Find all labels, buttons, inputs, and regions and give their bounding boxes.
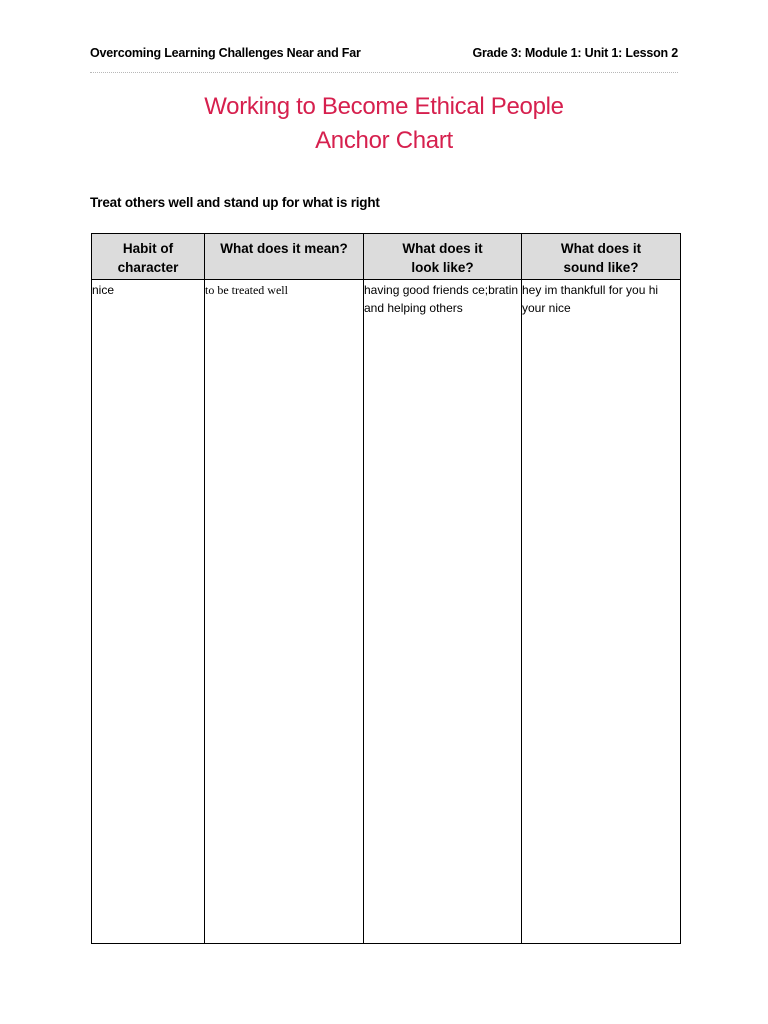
- column-header-meaning: [205, 234, 364, 280]
- cell-looks-like: having good friends ce;bratin and helping others: [364, 280, 522, 944]
- table-row: [92, 280, 681, 944]
- page-title-line-1: Working to Become Ethical People: [204, 93, 564, 120]
- header-lesson-label: Grade 3: Module 1: Unit 1: Lesson 2: [472, 46, 678, 60]
- cell-sounds-like: hey im thankfull for you hi your nice: [522, 280, 681, 944]
- header-divider: [90, 72, 678, 73]
- column-header-habit-line-2: character: [117, 260, 179, 275]
- column-header-sounds-like-line-1: What does it: [560, 241, 642, 256]
- column-header-sounds-like: [522, 234, 681, 280]
- cell-meaning: to be treated well: [205, 280, 364, 944]
- cell-habit: nice: [92, 280, 205, 944]
- table-header-row: [92, 234, 681, 280]
- page-title-line-2: Anchor Chart: [315, 127, 453, 154]
- page-title: [0, 90, 768, 158]
- column-header-sounds-like-line-2: sound like?: [563, 260, 639, 275]
- column-header-looks-like-line-2: look like?: [411, 260, 474, 275]
- column-header-habit: [92, 234, 205, 280]
- column-header-looks-like-line-1: What does it: [402, 241, 483, 256]
- anchor-chart-table: [91, 233, 681, 944]
- column-header-looks-like: [364, 234, 522, 280]
- column-header-habit-line-1: Habit of: [122, 241, 174, 256]
- column-header-meaning-line-1: What does it mean?: [220, 241, 348, 256]
- header-module-title: Overcoming Learning Challenges Near and Far: [90, 46, 361, 60]
- section-subtitle: Treat others well and stand up for what is right: [90, 195, 380, 210]
